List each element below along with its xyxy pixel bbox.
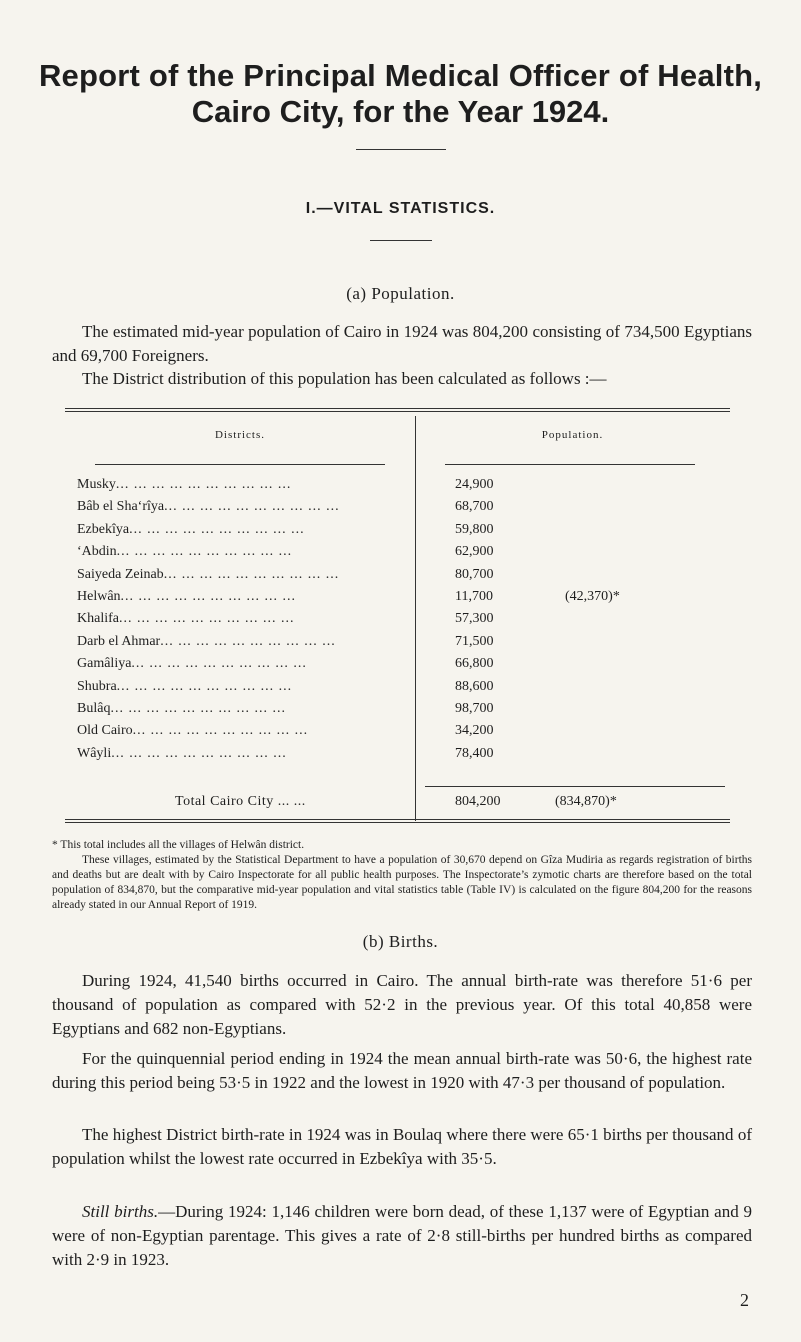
district-label: Helwân <box>77 589 121 604</box>
table-row <box>65 656 730 679</box>
population-value: 78,400 <box>455 745 494 761</box>
population-heading: (a) Population. <box>346 284 455 303</box>
table-row <box>65 679 730 702</box>
leader-dots: ... ... ... ... ... ... ... ... ... ... <box>160 633 336 649</box>
district-label: Gamâliya <box>77 656 132 672</box>
population-value: 24,900 <box>455 477 494 492</box>
district-name <box>77 746 397 762</box>
district-name <box>77 589 397 605</box>
column-header-districts: Districts. <box>214 429 266 441</box>
district-name <box>77 522 397 538</box>
district-population-table <box>65 408 730 825</box>
population-value: 71,500 <box>455 633 494 649</box>
leader-dots: ... ... ... ... ... ... ... ... ... ... <box>111 745 287 761</box>
still-births-text: —During 1924: 1,146 children were born dead, of these 1,137 were of Egyptian and 9 were of non-Egyptian parentage. This gives a rate of 2·8 still-births per hundred births as compared with 2·9 in 1923. <box>52 1202 752 1269</box>
district-name <box>77 477 397 493</box>
section-heading: I.—VITAL STATISTICS. <box>305 200 496 217</box>
table-row <box>65 634 730 657</box>
leader-dots: ... ... ... ... ... ... ... ... ... ... <box>116 544 293 560</box>
leader-dots: ... ... ... ... ... ... ... ... ... ... <box>115 477 292 492</box>
population-value: 57,300 <box>455 611 494 627</box>
district-label: Wâyli <box>77 745 112 761</box>
total-value: 804,200 <box>455 794 501 809</box>
population-value: 11,700 <box>455 589 493 604</box>
total-extra: (834,870)* <box>555 794 617 809</box>
header-rule-left <box>95 464 385 465</box>
population-value: 68,700 <box>455 499 494 515</box>
district-name <box>77 679 397 695</box>
table-row <box>65 544 730 567</box>
table-row <box>65 589 730 612</box>
table-bottom-rule-2 <box>65 822 730 823</box>
population-value: 59,800 <box>455 521 494 537</box>
leader-dots: ... ... ... ... ... ... ... ... ... ... <box>132 723 309 739</box>
district-label: Bulâq <box>77 701 111 716</box>
district-name <box>77 544 397 560</box>
district-label: Darb el Ahmar <box>77 633 161 649</box>
still-births-label: Still births. <box>82 1202 159 1221</box>
total-label: Total Cairo City ... ... <box>175 794 306 809</box>
table-row <box>65 701 730 724</box>
leader-dots: ... ... ... ... ... ... ... ... ... ... <box>164 499 340 515</box>
column-header-population: Population. <box>541 429 604 441</box>
district-label: ‘Abdin <box>77 544 117 560</box>
leader-dots: ... ... ... ... ... ... ... ... ... ... <box>129 521 305 537</box>
district-name <box>77 656 397 672</box>
header-rule-right <box>445 464 695 465</box>
births-paragraph-2: For the quinquennial period ending in 1924 the mean annual birth-rate was 50·6, the highest rate during this period being 53·5 in 1922 and the lowest in 1920 with 47·3 per thousand of population. <box>52 1049 752 1092</box>
leader-dots: ... ... ... ... ... ... ... ... ... ... <box>116 678 293 694</box>
population-value: 62,900 <box>455 544 494 560</box>
footnote-line-1: * This total includes all the villages of Helwân district. <box>52 839 305 851</box>
district-label: Khalifa <box>77 611 119 627</box>
district-label: Bâb el Sha‘rîya <box>77 499 165 515</box>
table-row <box>65 746 730 769</box>
district-label: Musky <box>77 477 116 492</box>
births-paragraph-1: During 1924, 41,540 births occurred in Cairo. The annual birth-rate was therefore 51·6 per thousand of population as compared with 52·2 in the previous year. Of this total 40,858 were Egyptians and 682 non-Egyptians. <box>52 971 752 1038</box>
district-name <box>77 611 397 627</box>
population-value: 66,800 <box>455 656 494 672</box>
page-number: 2 <box>740 1290 749 1310</box>
district-label: Ezbekîya <box>77 521 130 537</box>
population-value: 80,700 <box>455 566 494 582</box>
population-value: 88,600 <box>455 678 494 694</box>
births-paragraph-3: The highest District birth-rate in 1924 was in Boulaq where there were 65·1 births per thousand of population whilst the lowest rate occurred in Ezbekîya with 35·5. <box>52 1125 752 1168</box>
total-rule <box>425 786 725 787</box>
table-row <box>65 567 730 590</box>
district-name <box>77 701 397 717</box>
district-name <box>77 723 397 739</box>
table-row <box>65 477 730 500</box>
leader-dots: ... ... ... ... ... ... ... ... ... ... <box>110 701 286 716</box>
leader-dots: ... ... ... ... ... ... ... ... ... ... <box>131 656 307 672</box>
leader-dots: ... ... ... ... ... ... ... ... ... ... <box>163 566 340 582</box>
table-row <box>65 611 730 634</box>
table-bottom-rule <box>65 819 730 820</box>
population-value: 98,700 <box>455 701 494 716</box>
table-row <box>65 499 730 522</box>
table-row <box>65 723 730 746</box>
table-top-rule <box>65 408 730 409</box>
still-births-paragraph <box>52 1200 752 1272</box>
population-extra: (42,370)* <box>565 589 620 604</box>
leader-dots: ... ... ... ... ... ... ... ... ... ... <box>118 611 295 627</box>
district-name <box>77 634 397 650</box>
table-row <box>65 522 730 545</box>
section-divider <box>370 240 432 241</box>
report-title-line2: Cairo City, for the Year 1924. <box>191 94 610 129</box>
district-label: Shubra <box>77 678 117 694</box>
population-paragraph-1: The estimated mid-year population of Cairo in 1924 was 804,200 consisting of 734,500 Egyptians and 69,700 Foreigners. <box>52 322 752 365</box>
report-title-line1: Report of the Principal Medical Officer of Health, <box>38 58 763 93</box>
district-name <box>77 499 397 515</box>
population-paragraph-2: The District distribution of this population has been calculated as follows :— <box>82 369 607 388</box>
title-divider <box>356 149 446 150</box>
population-value: 34,200 <box>455 723 494 739</box>
district-label: Old Cairo <box>77 723 133 739</box>
table-top-rule-2 <box>65 411 730 412</box>
footnote-line-2: These villages, estimated by the Statistical Department to have a population of 30,670 depend on Gîza Mudiria as regards registration of births and deaths but are dealt with by Cairo Inspectorate for all public health purposes. The Inspectorate’s zymotic charts are therefore based on the total population of 834,870, but the comparative mid-year population and vital statistics table (Table IV) is calculated on the figure 804,200 for the reasons already stated in our Annual Report of 1919. <box>52 854 752 911</box>
district-label: Saiyeda Zeinab <box>77 566 164 582</box>
leader-dots: ... ... ... ... ... ... ... ... ... ... <box>120 589 297 604</box>
births-heading: (b) Births. <box>362 932 439 951</box>
district-name <box>77 567 397 583</box>
